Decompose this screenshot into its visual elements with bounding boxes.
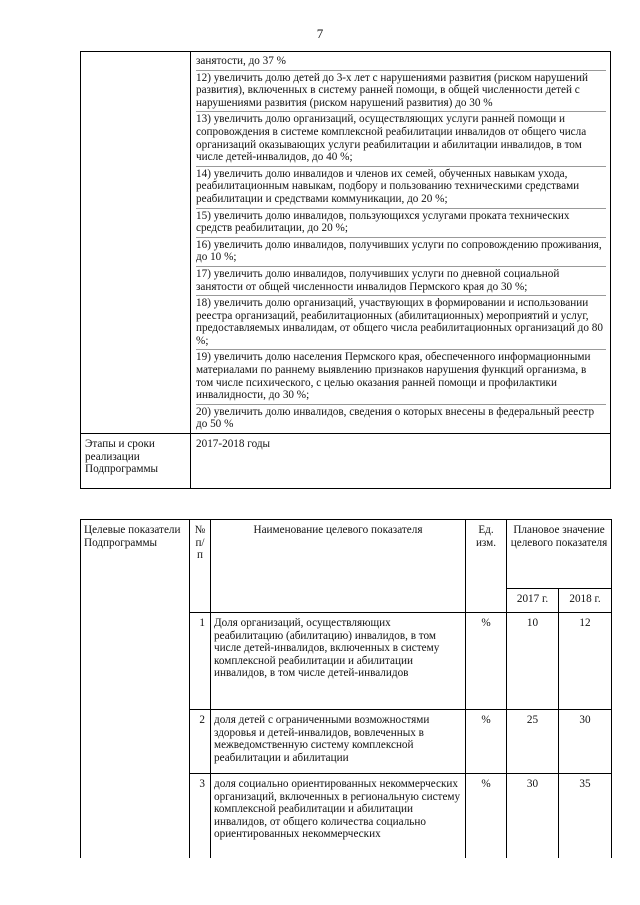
label-spacer xyxy=(81,589,190,613)
objective-item: 12) увеличить долю детей до 3-х лет с нарушениями развития (риском нарушений развития), включенных в систему ранней помощи, в общей численности детей с нарушениями развития (риском нарушений развития) до 30 % xyxy=(196,71,606,113)
row-2017: 25 xyxy=(507,710,559,774)
header-plan: Плановое значение целевого показателя xyxy=(507,520,612,589)
indicators-table xyxy=(80,519,612,858)
header-2017: 2017 г. xyxy=(507,589,559,613)
row-unit: % xyxy=(466,613,507,710)
header-unit: Ед. изм. xyxy=(466,520,507,613)
row-name: Доля организаций, осуществляющих реабилитацию (абилитацию) инвалидов, в том числе детей-инвалидов, включенных в систему комплексной реабилитации и абилитации инвалидов, в том числе детей-инвалидов xyxy=(211,613,466,710)
label-spacer xyxy=(81,774,190,859)
table-row xyxy=(81,774,612,859)
objective-item: 18) увеличить долю организаций, участвующих в формировании и использовании реестра организаций, реабилитационных (абилитационных) мероприятий и услуг, предоставляемых инвалидам, от общего числа реабилитационных организаций до 80 %; xyxy=(196,296,606,350)
row-name: доля детей с ограниченными возможностями здоровья и детей-инвалидов, вовлеченных в межведомственную систему комплексной реабилитации и абилитации xyxy=(211,710,466,774)
objective-item: 13) увеличить долю организаций, осуществляющих услуги ранней помощи и сопровождения в системе комплексной реабилитации инвалидов от общего числа организаций оказывающих услуги реабилитации и абилитации инвалидов, в том числе детей-инвалидов, до 40 %; xyxy=(196,112,606,166)
table-row xyxy=(81,710,612,774)
objective-continuation: занятости, до 37 % xyxy=(196,54,606,71)
row-unit: % xyxy=(466,710,507,774)
row-num: 3 xyxy=(190,774,211,859)
objective-item: 16) увеличить долю инвалидов, получивших услуги по сопровождению проживания, до 10 %; xyxy=(196,238,606,267)
objective-item: 20) увеличить долю инвалидов, сведения о которых внесены в федеральный реестр до 50 % xyxy=(196,405,595,431)
objective-item: 14) увеличить долю инвалидов и членов их семей, обученных навыкам ухода, реабилитационным навыкам, подбору и пользованию техническими средствами реабилитации и средствами коммуникации, до 20 %; xyxy=(196,167,606,209)
header-2018: 2018 г. xyxy=(559,589,612,613)
row-2017: 30 xyxy=(507,774,559,859)
stages-label: Этапы и сроки реализации Подпрограммы xyxy=(81,434,191,489)
objectives-cell xyxy=(191,52,611,434)
header-num: № п/п xyxy=(190,520,211,613)
row-name: доля социально ориентированных некоммерческих организаций, включенных в региональную систему комплексной реабилитации и абилитации инвалидов, от общего количества социально ориентированных некоммерческих xyxy=(211,774,466,859)
objective-item: 17) увеличить долю инвалидов, получивших услуги по дневной социальной занятости от общей численности инвалидов Пермского края до 30 %; xyxy=(196,267,606,296)
objective-item: 19) увеличить долю населения Пермского края, обеспеченного информационными материалами по раннему выявлению признаков нарушения функций организма, в том числе психического, с целью оказания ранней помощи и профилактики инвалидности, до 30 %; xyxy=(196,350,606,404)
page-number: 7 xyxy=(316,26,324,41)
row-2018: 12 xyxy=(559,613,612,710)
table-row xyxy=(81,613,612,710)
header-name: Наименование целевого показателя xyxy=(211,520,466,613)
row-2018: 30 xyxy=(559,710,612,774)
stages-value: 2017-2018 годы xyxy=(191,434,611,489)
label-spacer xyxy=(81,710,190,774)
objective-item: 15) увеличить долю инвалидов, пользующихся услугами проката технических средств реабилитации, до 20 %; xyxy=(196,209,606,238)
row-2018: 35 xyxy=(559,774,612,859)
objectives-list xyxy=(191,52,610,433)
row-num: 1 xyxy=(190,613,211,710)
empty-label-cell xyxy=(81,52,191,434)
label-spacer xyxy=(81,613,190,710)
row-2017: 10 xyxy=(507,613,559,710)
objectives-table xyxy=(80,51,611,489)
indicators-row-label: Целевые показатели Подпрограммы xyxy=(81,520,190,589)
row-num: 2 xyxy=(190,710,211,774)
row-unit: % xyxy=(466,774,507,859)
